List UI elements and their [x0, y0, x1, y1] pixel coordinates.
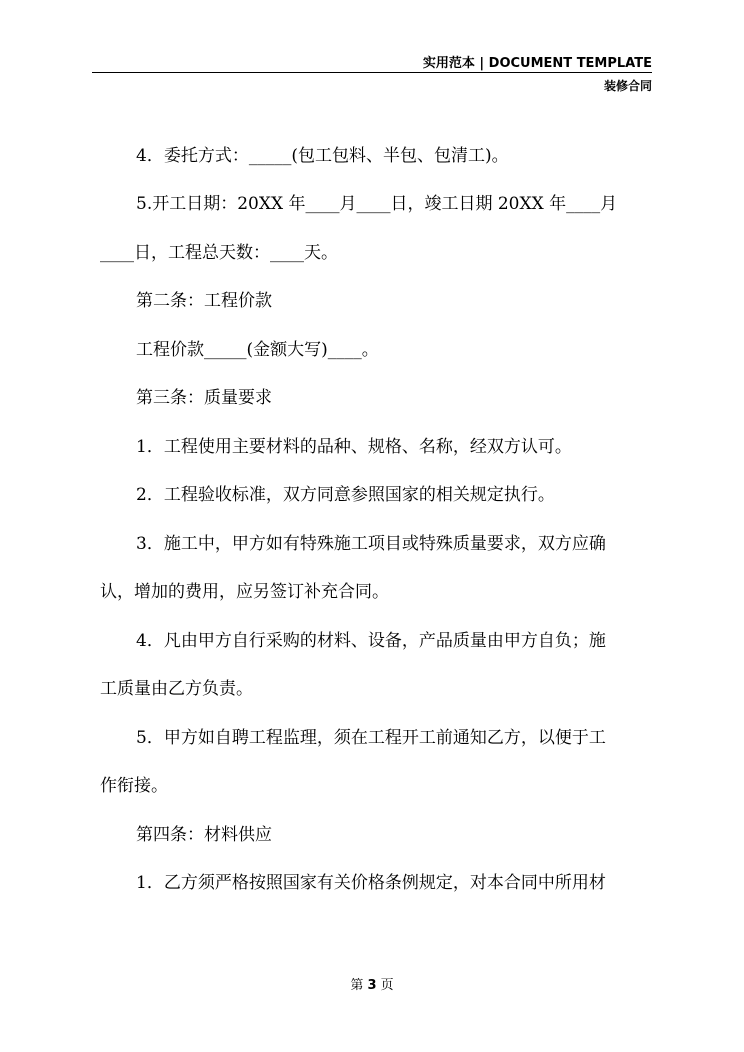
paragraph: 4．委托方式：_____(包工包料、半包、包清工)。 [136, 146, 509, 166]
header-document-type: 装修合同 [603, 79, 652, 93]
paragraph: 作衔接。 [100, 776, 168, 796]
page-number-prefix: 第 [350, 978, 364, 993]
paragraph: 4．凡由甲方自行采购的材料、设备，产品质量由甲方自负；施 [136, 631, 606, 651]
paragraph: 工程价款_____(金额大写)____。 [136, 340, 379, 360]
paragraph: 2．工程验收标准，双方同意参照国家的相关规定执行。 [136, 485, 555, 505]
paragraph: 5.开工日期：20XX 年____月____日，竣工日期 20XX 年____月 [136, 194, 618, 214]
paragraph: 认，增加的费用，应另签订补充合同。 [100, 582, 389, 602]
section-heading: 第二条：工程价款 [136, 291, 272, 311]
paragraph: 工质量由乙方负责。 [100, 679, 253, 699]
page-number [0, 974, 744, 993]
paragraph: 1．工程使用主要材料的品种、规格、名称，经双方认可。 [136, 437, 572, 457]
paragraph: 1．乙方须严格按照国家有关价格条例规定，对本合同中所用材 [136, 873, 606, 893]
paragraph: 5．甲方如自聘工程监理，须在工程开工前通知乙方，以便于工 [136, 728, 606, 748]
paragraph: 3．施工中，甲方如有特殊施工项目或特殊质量要求，双方应确 [136, 534, 606, 554]
page-number-value: 3 [367, 978, 377, 993]
section-heading: 第三条：质量要求 [136, 388, 272, 408]
section-heading: 第四条：材料供应 [136, 825, 272, 845]
paragraph: ____日，工程总天数：____天。 [100, 243, 338, 263]
page-number-suffix: 页 [380, 978, 394, 993]
header-document-template: 实用范本 | DOCUMENT TEMPLATE [422, 56, 652, 71]
header-divider [92, 72, 652, 73]
